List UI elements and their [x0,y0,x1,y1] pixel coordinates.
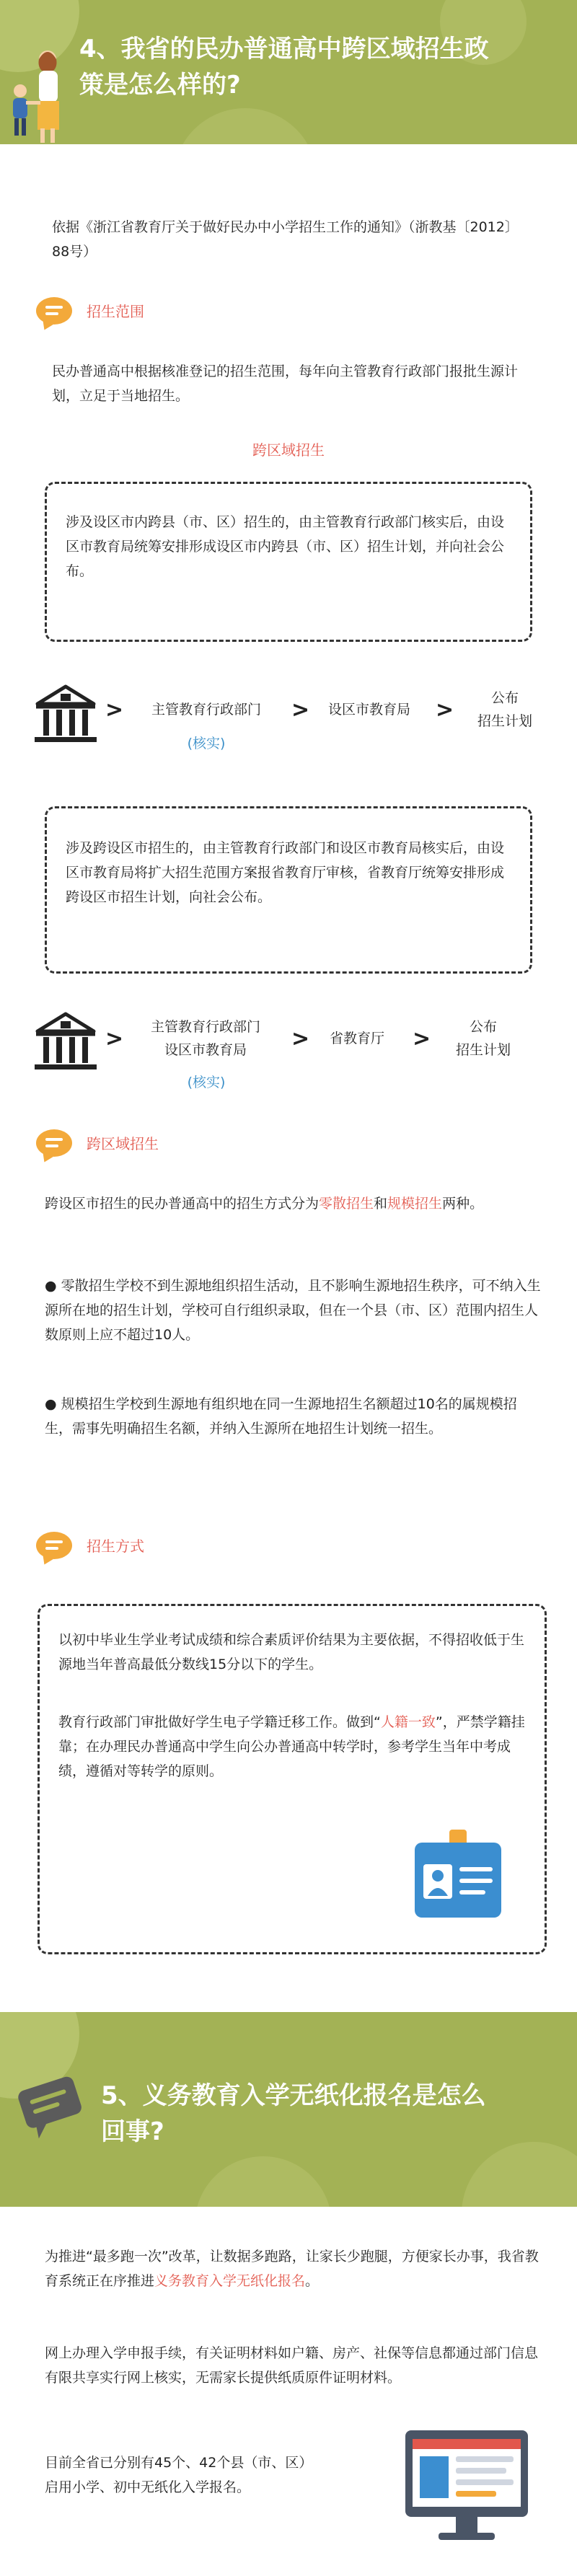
arrow-right-icon: > [413,1026,431,1051]
recruit-range-label: 招生范围 [87,303,144,320]
flow2-step1-sub: (核实) [187,1075,226,1090]
flow1-step3: 公布 招生计划 [477,690,532,729]
id-badge-icon [408,1830,508,1923]
school-building-icon [33,1010,98,1073]
speech-bubble-icon [36,297,72,325]
flow1-step1: 主管教育行政部门 [151,702,261,718]
section5-title-line1: 5、义务教育入学无纸化报名是怎么 [101,2081,486,2110]
cross-county-box [45,482,532,642]
cross-city-text: 涉及跨设区市招生的，由主管教育行政部门和设区市教育局核实后，由设区市教育局将扩大招生范围方案报省教育厅审核，省教育厅统筹安排形成跨设区市招生计划，向社会公布。 [66,840,505,905]
cross-section-intro: 跨设区市招生的民办普通高中的招生方式分为零散招生和规模招生两种。 [45,1196,484,1212]
flow2-step3: 公布 招生计划 [455,1019,511,1058]
school-building-icon [33,682,98,746]
method-p2: 教育行政部门审批做好学生电子学籍迁移工作。做到“人籍一致”，严禁学籍挂靠；在办理民办普通高中学生向公办普通高中转学时，参考学生当年中考成绩，遵循对等转学的原则。 [58,1714,525,1779]
cross-county-text: 涉及设区市内跨县（市、区）招生的，由主管教育行政部门核实后，由设区市教育局统筹安排形成设区市内跨县（市、区）招生计划，并向社会公布。 [66,514,505,579]
decor-circle [195,2156,332,2207]
arrow-right-icon: > [291,1026,310,1051]
flow2-step1: 主管教育行政部门 设区市教育局 [150,1019,260,1058]
method-p1: 以初中毕业生学业考试成绩和综合素质评价结果为主要依据，不得招收低于生源地当年普高最低分数线15分以下的学生。 [58,1632,525,1672]
recruit-range-heading [36,297,252,329]
decor-circle [173,108,317,144]
cross-city-box [45,806,532,974]
chat-icon [16,2070,85,2139]
speech-bubble-icon [36,1532,72,1559]
arrow-right-icon: > [291,697,310,723]
method-heading [36,1532,252,1563]
section4-banner [0,0,577,144]
section5-p2: 网上办理入学申报手续，有关证明材料如户籍、房产、社保等信息都通过部门信息有限共享实行网上核实，无需家长提供纸质原件证明材料。 [45,2345,539,2386]
speech-bubble-icon [36,1129,72,1157]
cross-section-heading [36,1129,252,1161]
arrow-right-icon: > [105,697,124,723]
method-box [38,1604,547,1954]
section5-p1: 为推进“最多跑一次”改革，让数据多跑路，让家长少跑腿，方便家长办事，我省教育系统正在序推进义务教育入学无纸化报名。 [45,2249,539,2289]
bullet-scattered: ● 零散招生学校不到生源地组织招生活动，且不影响生源地招生秩序，可不纳入生源所在地的招生计划，学校可自行组织录取，但在一个县（市、区）范围内招生人数原则上应不超过10人。 [45,1278,541,1343]
section5-p3: 目前全省已分别有45个、42个县（市、区）启用小学、初中无纸化入学报名。 [45,2455,313,2495]
cross-section-label: 跨区域招生 [87,1135,159,1152]
method-label: 招生方式 [87,1538,144,1555]
decor-circle [462,2142,577,2207]
section5-banner [0,2012,577,2207]
mother-child-icon [6,43,71,144]
policy-basis: 依据《浙江省教育厅关于做好民办中小学招生工作的通知》（浙教基〔2012〕88号） [52,219,519,260]
cross-region-label: 跨区域招生 [252,441,325,459]
section5-title-line2: 回事? [101,2117,164,2146]
flow1-step1-sub: (核实) [187,736,226,751]
monitor-icon [398,2425,535,2547]
recruit-range-text: 民办普通高中根据核准登记的招生范围，每年向主管教育行政部门报批生源计划，立足于当地招生。 [52,363,519,404]
arrow-right-icon: > [105,1026,124,1051]
section4-title-line2: 策是怎么样的? [79,71,241,100]
flow2-step2: 省教育厅 [329,1031,384,1046]
section4-title-line1: 4、我省的民办普通高中跨区域招生政 [79,35,489,63]
arrow-right-icon: > [436,697,454,723]
bullet-scale: ● 规模招生学校到生源地有组织地在同一生源地招生名额超过10名的属规模招生，需事先明确招生名额，并纳入生源所在地招生计划统一招生。 [45,1396,517,1437]
flow1-step2: 设区市教育局 [327,702,410,718]
